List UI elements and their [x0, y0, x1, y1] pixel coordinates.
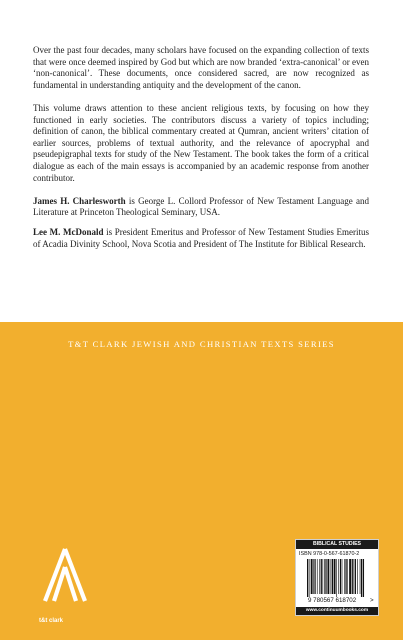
editor-name: Lee M. McDonald: [33, 226, 104, 237]
isbn-label: ISBN 978-0-567-61870-2: [299, 551, 360, 557]
publisher-name: t&t clark: [38, 618, 63, 624]
series-title: T&T CLARK JEWISH AND CHRISTIAN TEXTS SERIES: [68, 339, 335, 349]
barcode-addon-mark: >: [370, 597, 374, 604]
series-band: [0, 322, 403, 640]
editor-name: James H. Charlesworth: [33, 195, 126, 206]
blurb-paragraph-2: This volume draws attention to these ancient religious texts, by focusing on how they functioned in early societies. The contributors discuss a variety of topics including; definition of canon, the biblical commentary created at Qumran, ancient writers’ citation of earlier sources, problems of textual authority, and the relevance of apocryphal and pseudepigraphal texts for study of the New Testament. The book takes the form of a critical dialogue as each of the main essays is accompanied by an academic response from another contributor.: [33, 102, 369, 183]
tt-clark-logo-icon: [35, 543, 95, 613]
barcode-panel: [295, 539, 379, 616]
blurb-text: [33, 45, 369, 262]
editor-bio-charlesworth: [33, 196, 369, 219]
editor-bio-mcdonald: [33, 227, 369, 250]
subject-category: BIBLICAL STUDIES: [296, 540, 378, 549]
barcode-digits: 9 780567 618702: [308, 597, 357, 604]
blurb-paragraph-1: Over the past four decades, many scholars have focused on the expanding collection of texts that were once deemed inspired by God but which are now branded ‘extra-canonical’ or even ‘non-canonical’. These documents, once considered sacred, are now recognized as fundamental in understanding antiquity and the development of the canon.: [33, 45, 369, 90]
editor-bio: is George L. Collord Professor of New Testament Language and Literature at Princeton Theological Seminary, USA.: [33, 195, 370, 218]
barcode: [299, 558, 375, 604]
publisher-website: www.continuumbooks.com: [296, 607, 378, 615]
editor-bio: is President Emeritus and Professor of New Testament Studies Emeritus of Acadia Divinity School, Nova Scotia and President of The Institute for Biblical Research.: [33, 226, 369, 249]
